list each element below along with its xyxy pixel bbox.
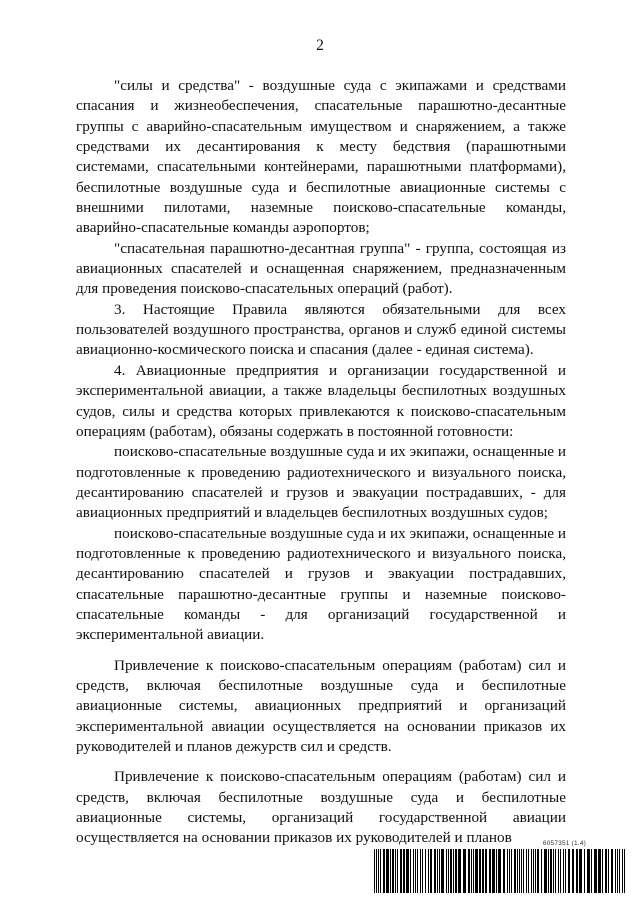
barcode-block (374, 840, 626, 896)
barcode-image (374, 849, 626, 893)
document-body (76, 76, 566, 849)
barcode-label: 6057351 (1.4) (542, 840, 586, 847)
paragraph-definition-forces: "силы и средства" - воздушные суда с экипажами и средствами спасания и жизнеобеспечения, спасательные парашютно-десантные группы с аварийно-спасательным имуществом и снаряжением, а также средствами их десантирования к месту бедствия (парашютными системами, спасательными контейнерами, парашютными платформами), беспилотные воздушные суда и беспилотные авиационные системы с внешними пилотами, наземные поисково-спасательные команды, аварийно-спасательные команды аэропортов; (76, 77, 566, 237)
paragraph-item-3: 3. Настоящие Правила являются обязательными для всех пользователей воздушного пространства, органов и служб единой системы авиационно-космического поиска и спасания (далее - единая система). (76, 300, 566, 359)
paragraph-list-item-aviation-enterprises: поисково-спасательные воздушные суда и их экипажи, оснащенные и подготовленные к проведению радиотехнического и визуального поиска, десантированию спасателей и грузов и эвакуации пострадавших, - для авиационных предприятий и владельцев беспилотных воздушных судов; (76, 443, 566, 522)
paragraph-involvement-state: Привлечение к поисково-спасательным операциям (работам) сил и средств, включая беспилотные воздушные суда и беспилотные авиационные системы, организаций государственной авиации осуществляется на основании приказов их руководителей и планов (76, 768, 566, 847)
paragraph-item-4: 4. Авиационные предприятия и организации государственной и экспериментальной авиации, а также владельцы беспилотных воздушных судов, силы и средства которых привлекаются к поисково-спасательным операциям (работам), обязаны содержать в постоянной готовности: (76, 361, 566, 440)
paragraph-definition-parachute-group: "спасательная парашютно-десантная группа" - группа, состоящая из авиационных спасателей и оснащенная снаряжением, предназначенным для проведения поисково-спасательных операций (работ). (76, 239, 566, 298)
paragraph-list-item-state-aviation: поисково-спасательные воздушные суда и их экипажи, оснащенные и подготовленные к проведению радиотехнического и визуального поиска, десантированию спасателей и грузов и эвакуации пострадавших, спасательные парашютно-десантные группы и наземные поисково-спасательные команды - для организаций государственной и экспериментальной авиации. (76, 524, 566, 644)
paragraph-involvement-experimental: Привлечение к поисково-спасательным операциям (работам) сил и средств, включая беспилотные воздушные суда и беспилотные авиационные системы, авиационных предприятий и организаций экспериментальной авиации осуществляется на основании приказов их руководителей и планов дежурств сил и средств. (76, 656, 566, 755)
page-number: 2 (316, 37, 324, 54)
